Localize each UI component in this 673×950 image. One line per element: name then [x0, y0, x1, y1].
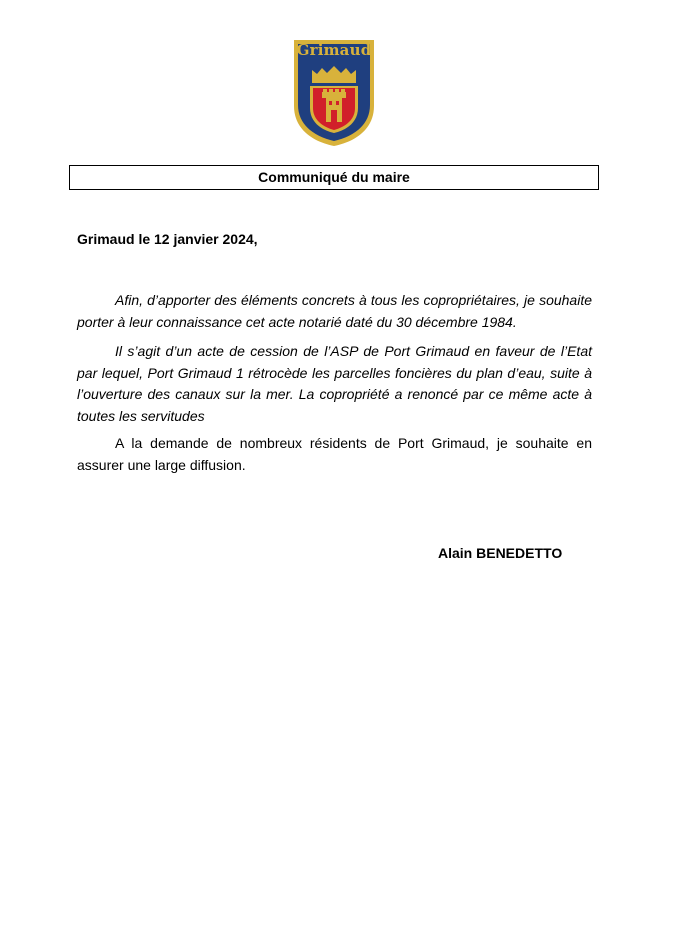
grimaud-coat-of-arms-logo — [292, 38, 376, 148]
page-title: Communiqué du maire — [69, 165, 599, 190]
letter-paragraph: A la demande de nombreux résidents de Port Grimaud, je souhaite en assurer une large diffusion. — [77, 435, 592, 473]
letter-paragraph: Afin, d’apporter des éléments concrets à tous les copropriétaires, je souhaite porter à leur connaissance cet acte notarié daté du 30 décembre 1984. — [77, 292, 592, 330]
letter-dateline: Grimaud le 12 janvier 2024, — [77, 231, 258, 247]
letter-paragraph: Il s’agit d’un acte de cession de l’ASP de Port Grimaud en faveur de l’Etat par lequel, Port Grimaud 1 rétrocède les parcelles foncières du plan d’eau, suite à l’ouverture des canaux sur la mer. La copropriété a renoncé par ce même acte à toutes les servitudes — [77, 343, 592, 424]
crest-lettering: Grimaud — [296, 41, 372, 59]
signature-name: Alain BENEDETTO — [438, 545, 563, 561]
